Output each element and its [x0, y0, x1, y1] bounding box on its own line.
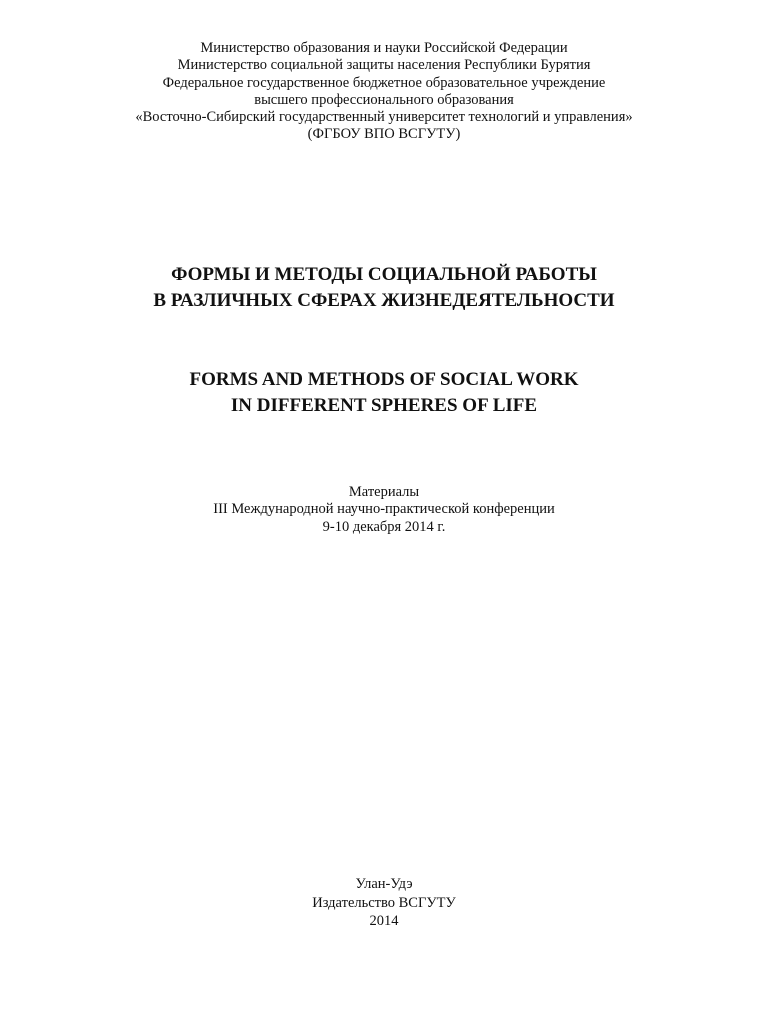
institution-type-line: Федеральное государственное бюджетное образовательное учреждение — [162, 74, 606, 91]
imprint-year: 2014 — [369, 913, 399, 929]
imprint — [0, 875, 768, 931]
imprint-city: Улан-Удэ — [355, 876, 413, 892]
materials-label: Материалы — [348, 484, 420, 500]
imprint-publisher: Издательство ВСГУТУ — [312, 894, 456, 911]
ministry-education-line: Министерство образования и науки Российской Федерации — [200, 40, 568, 56]
title-ru-line-2: В РАЗЛИЧНЫХ СФЕРАХ ЖИЗНЕДЕЯТЕЛЬНОСТИ — [153, 290, 615, 311]
education-level-line: высшего профессионального образования — [254, 91, 514, 108]
conference-date: 9-10 декабря 2014 г. — [322, 518, 446, 535]
ministry-social-line: Министерство социальной защиты населения Республики Бурятия — [177, 57, 591, 74]
title-english — [0, 367, 768, 419]
title-ru-line-1: ФОРМЫ И МЕТОДЫ СОЦИАЛЬНОЙ РАБОТЫ — [171, 264, 597, 285]
university-name-line: «Восточно-Сибирский государственный университет технологий и управления» — [135, 109, 633, 126]
title-en-line-1: FORMS AND METHODS OF SOCIAL WORK — [189, 369, 579, 390]
institution-header — [0, 40, 768, 144]
conference-info — [0, 484, 768, 536]
university-abbr-line: (ФГБОУ ВПО ВСГУТУ) — [307, 126, 461, 143]
conference-name: III Международной научно-практической конференции — [213, 501, 555, 518]
title-en-line-2: IN DIFFERENT SPHERES OF LIFE — [230, 395, 538, 416]
title-russian — [0, 262, 768, 314]
